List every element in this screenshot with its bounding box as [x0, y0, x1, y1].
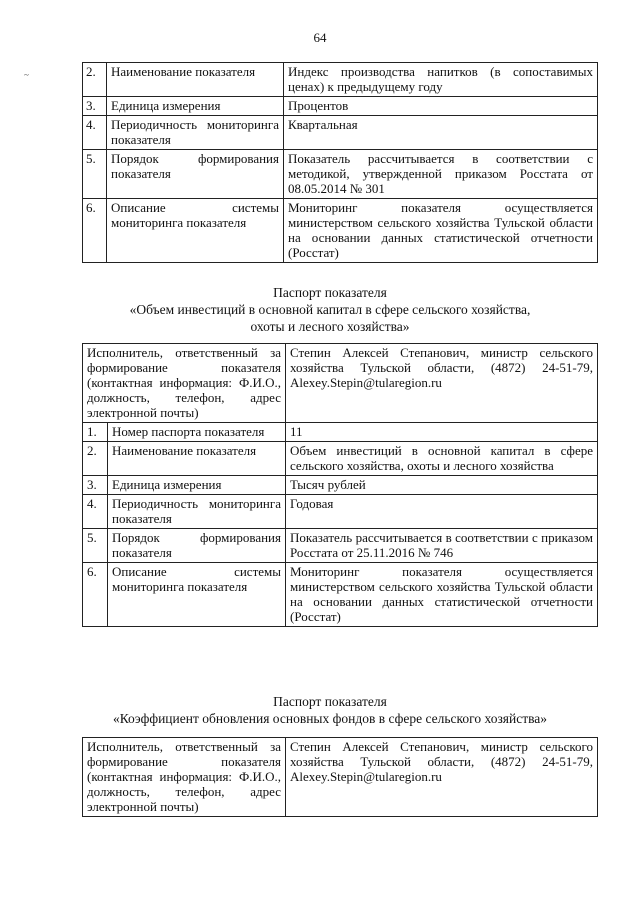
row-value: 11: [286, 423, 598, 442]
row-value: Индекс производства напитков (в сопоставимых ценах) к предыдущему году: [284, 63, 598, 97]
row-number: 5.: [83, 529, 108, 563]
table-row: [83, 63, 598, 97]
row-number: 2.: [83, 442, 108, 476]
table-row: [83, 199, 598, 263]
row-label: Описание системы мониторинга показателя: [108, 563, 286, 627]
table-row: [83, 150, 598, 199]
executor-row: [83, 738, 598, 817]
row-label: Порядок формирования показателя: [108, 529, 286, 563]
row-label: Наименование показателя: [107, 63, 284, 97]
passport-table-continued: [82, 62, 598, 263]
row-value: Процентов: [284, 97, 598, 116]
row-number: 6.: [83, 199, 107, 263]
passport-title: Паспорт показателя: [273, 285, 387, 300]
passport-table: [82, 737, 598, 817]
row-number: 1.: [83, 423, 108, 442]
row-label: Единица измерения: [108, 476, 286, 495]
row-label: Периодичность мониторинга показателя: [107, 116, 284, 150]
table-row: [83, 495, 598, 529]
table-row: [83, 476, 598, 495]
passport-subtitle: охоты и лесного хозяйства»: [250, 319, 410, 334]
row-number: 3.: [83, 476, 108, 495]
row-value: Показатель рассчитывается в соответствии с методикой, утвержденной приказом Росстата от 08.05.2014 № 301: [284, 150, 598, 199]
table-row: [83, 116, 598, 150]
row-label: Наименование показателя: [108, 442, 286, 476]
table-row: [83, 563, 598, 627]
row-number: 4.: [83, 116, 107, 150]
row-label: Номер паспорта показателя: [108, 423, 286, 442]
row-value: Квартальная: [284, 116, 598, 150]
row-number: 3.: [83, 97, 107, 116]
page-number: 64: [313, 30, 327, 45]
executor-row: [83, 344, 598, 423]
row-value: Тысяч рублей: [286, 476, 598, 495]
passport-heading: [60, 284, 600, 335]
row-value: Объем инвестиций в основной капитал в сфере сельского хозяйства, охоты и лесного хозяйства: [286, 442, 598, 476]
row-label: Описание системы мониторинга показателя: [107, 199, 284, 263]
row-value: Годовая: [286, 495, 598, 529]
row-label: Порядок формирования показателя: [107, 150, 284, 199]
table-row: [83, 529, 598, 563]
row-value: Показатель рассчитывается в соответствии с приказом Росстата от 25.11.2016 № 746: [286, 529, 598, 563]
executor-value: Степин Алексей Степанович, министр сельского хозяйства Тульской области, (4872) 24-51-79, Alexey.Stepin@tularegion.ru: [286, 738, 598, 817]
row-number: 5.: [83, 150, 107, 199]
executor-value: Степин Алексей Степанович, министр сельского хозяйства Тульской области, (4872) 24-51-79, Alexey.Stepin@tularegion.ru: [286, 344, 598, 423]
passport-subtitle: «Коэффициент обновления основных фондов в сфере сельского хозяйства»: [112, 711, 548, 726]
row-value: Мониторинг показателя осуществляется министерством сельского хозяйства Тульской области на основании данных статистической отчетности (Росстат): [284, 199, 598, 263]
table-row: [83, 423, 598, 442]
passport-title: Паспорт показателя: [273, 694, 387, 709]
table-row: [83, 97, 598, 116]
passport-subtitle: «Объем инвестиций в основной капитал в сфере сельского хозяйства,: [129, 302, 531, 317]
row-label: Периодичность мониторинга показателя: [108, 495, 286, 529]
row-number: 4.: [83, 495, 108, 529]
table-row: [83, 442, 598, 476]
row-number: 6.: [83, 563, 108, 627]
stray-mark: ~: [24, 70, 29, 80]
row-number: 2.: [83, 63, 107, 97]
executor-label: Исполнитель, ответственный за формирование показателя (контактная информация: Ф.И.О., должность, телефон, адрес электронной почты): [83, 344, 286, 423]
row-value: Мониторинг показателя осуществляется министерством сельского хозяйства Тульской области на основании данных статистической отчетности (Росстат): [286, 563, 598, 627]
passport-table: [82, 343, 598, 627]
row-label: Единица измерения: [107, 97, 284, 116]
executor-label: Исполнитель, ответственный за формирование показателя (контактная информация: Ф.И.О., должность, телефон, адрес электронной почты): [83, 738, 286, 817]
passport-heading: [60, 693, 600, 727]
